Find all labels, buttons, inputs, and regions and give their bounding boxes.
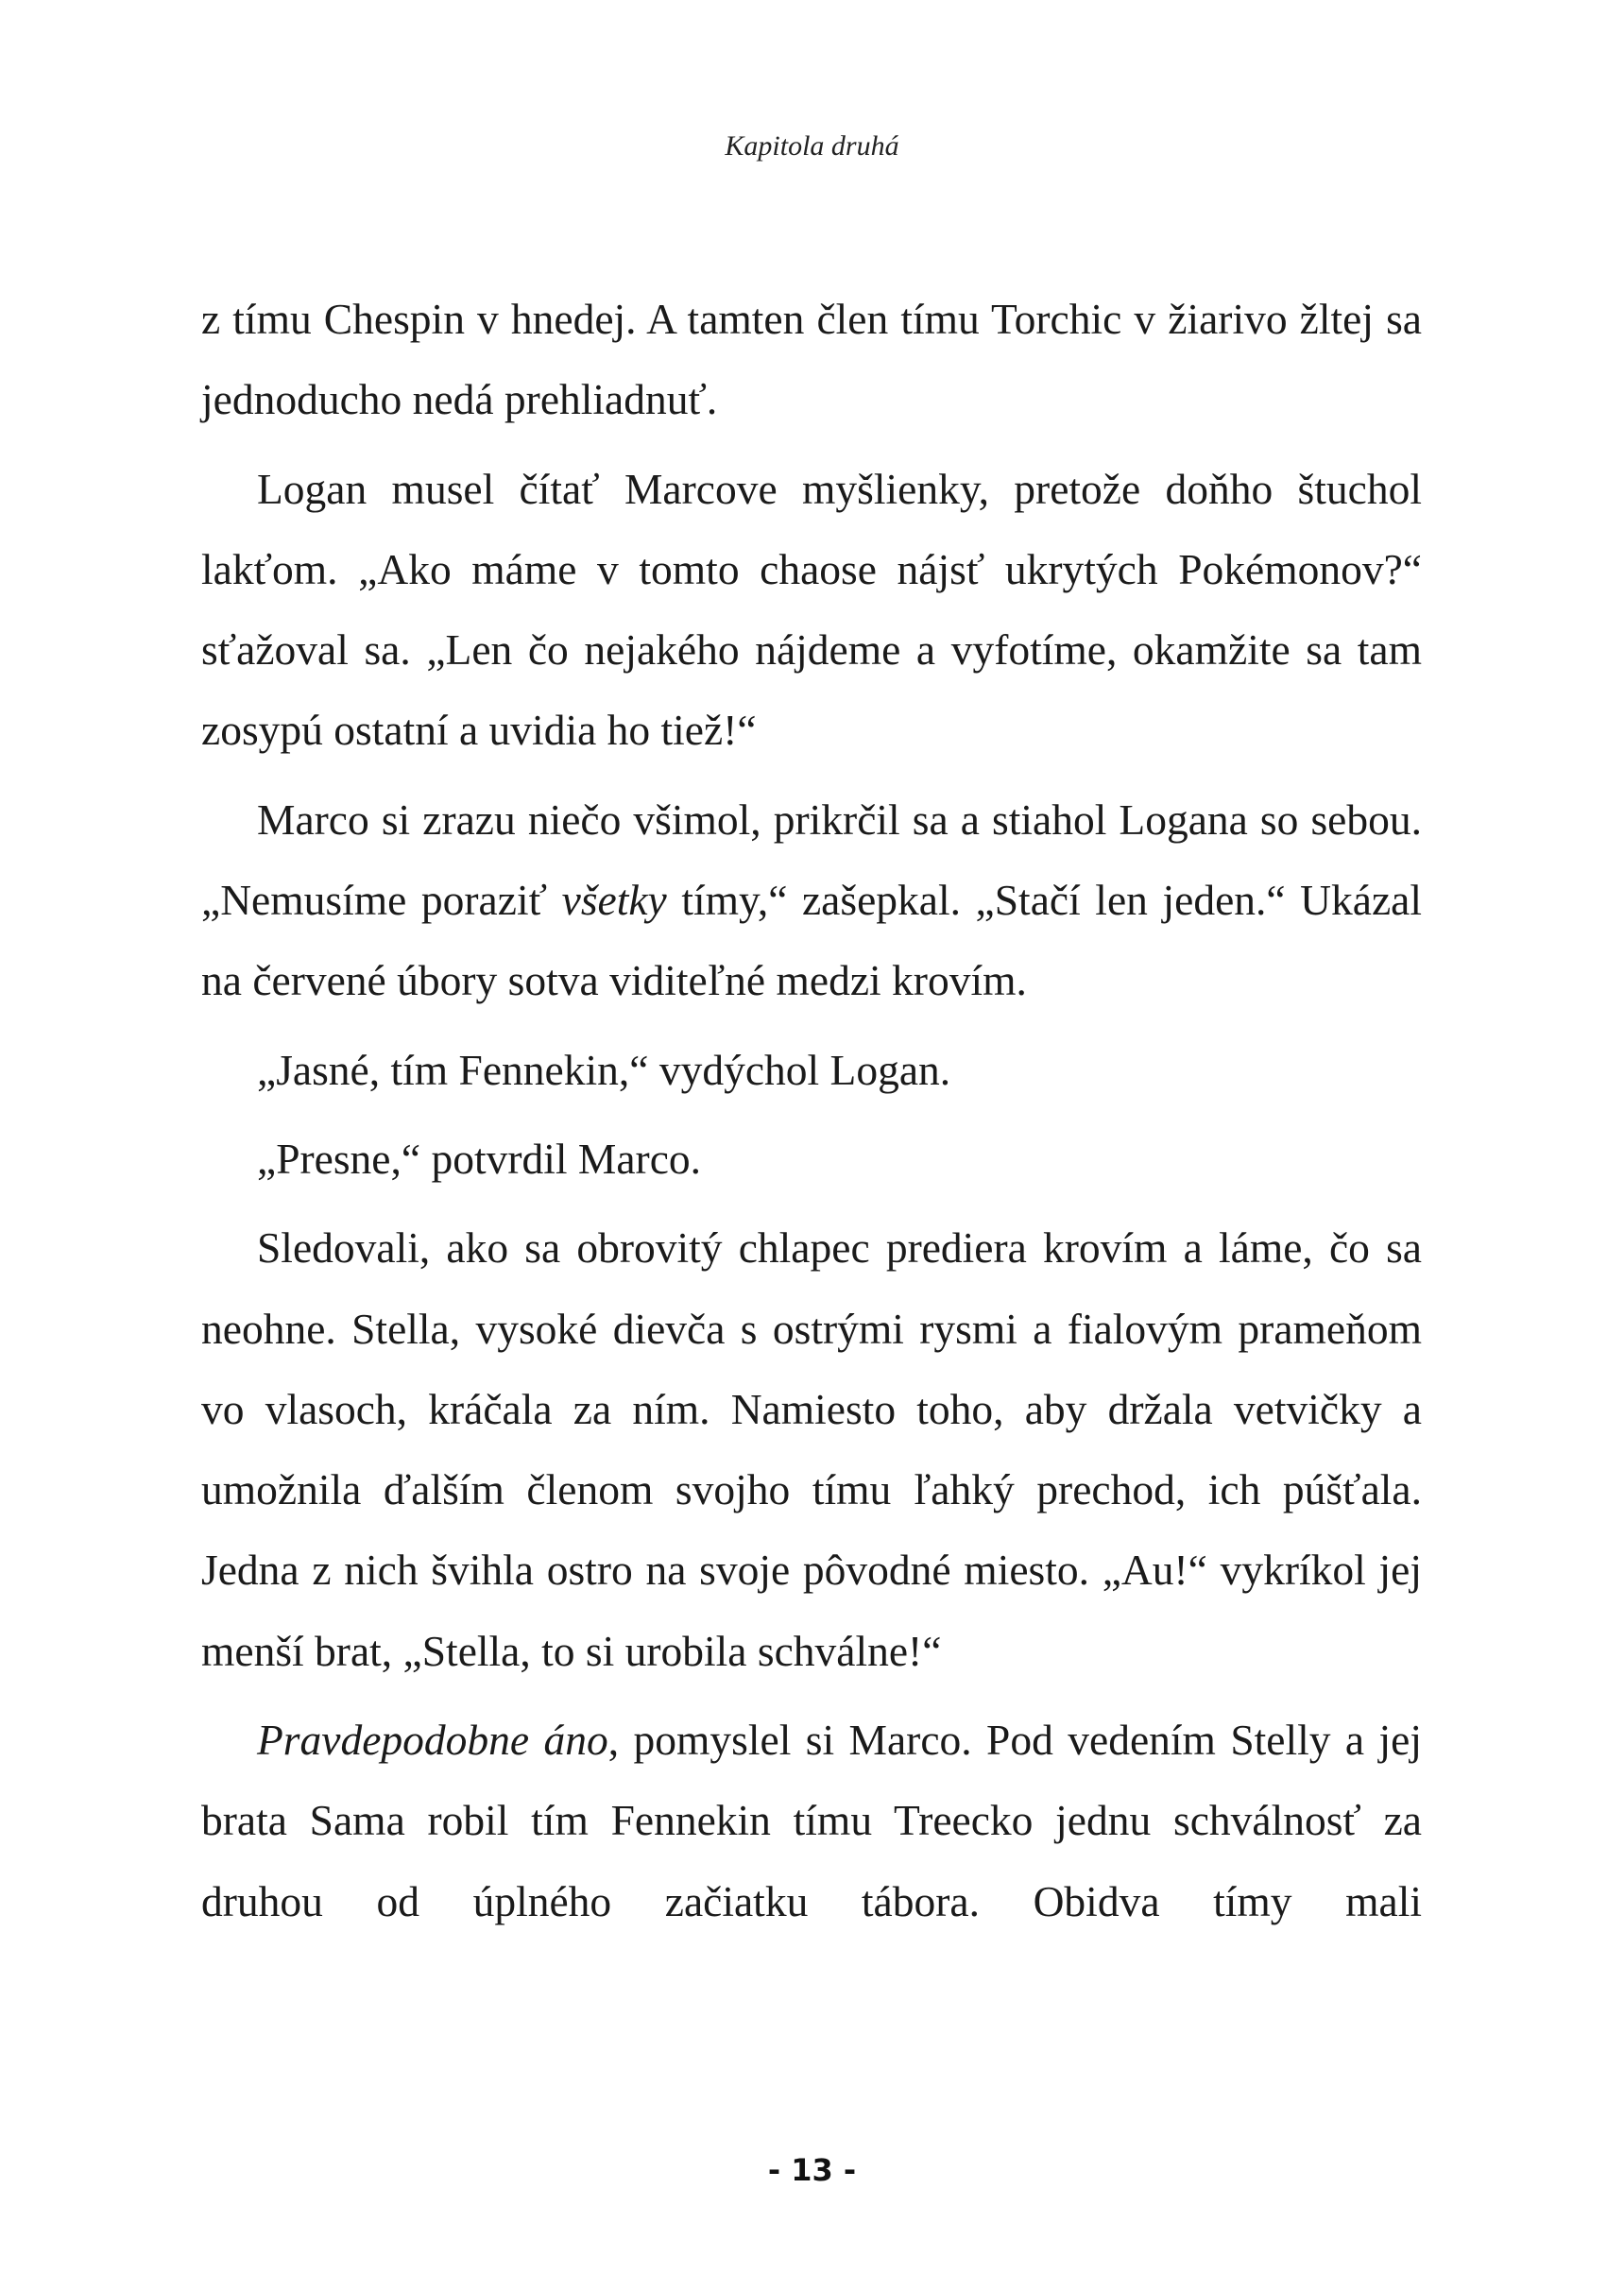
paragraph-7-emphasis: Pravdepodobne áno bbox=[257, 1716, 608, 1765]
paragraph-3-emphasis: všetky bbox=[561, 876, 667, 925]
paragraph-5: „Presne,“ potvrdil Marco. bbox=[257, 1134, 702, 1183]
paragraph-7-after: , pomyslel si Marco. Pod vedením Stelly a jej brata Sama robil tím Fennekin tímu Treecko jednu schválnosť za druhou od úplného začiatku tábora. Obidva tímy mali bbox=[201, 1716, 1422, 1925]
paragraph-6: Sledovali, ako sa obrovitý chlapec prediera krovím a láme, čo sa neohne. Stella, vysoké dievča s ostrými rysmi a fialovým prameňom vo vlasoch, kráčala za ním. Namiesto toho, aby držala vetvičky a umožnila ďalším členom svojho tímu ľahký prechod, ich púšťala. Jedna z nich švihla ostro na svoje pôvodné miesto. „Au!“ vykríkol jej menší brat, „Stella, to si urobila schválne!“ bbox=[201, 1223, 1422, 1675]
paragraph-3-after: tímy,“ zašepkal. „Stačí len jeden.“ Ukázal na červené úbory sotva viditeľné medzi krovím. bbox=[201, 876, 1422, 1005]
paragraph-3 bbox=[201, 779, 1422, 1021]
page-number: - 13 - bbox=[767, 2152, 857, 2188]
paragraph-3-before: Marco si zrazu niečo všimol, prikrčil sa a stiahol Logana so sebou. „Nemusíme poraziť bbox=[201, 795, 1422, 925]
paragraph-2: Logan musel čítať Marcove myšlienky, pretože doňho štuchol lakťom. „Ako máme v tomto chaose nájsť ukrytých Pokémonov?“ sťažoval sa. „Len čo nejakého nájdeme a vyfotíme, okamžite sa tam zosypú ostatní a uvidia ho tiež!“ bbox=[201, 464, 1422, 755]
paragraph-1: z tímu Chespin v hnedej. A tamten člen tímu Torchic v žiarivo žltej sa jednoducho nedá prehliadnuť. bbox=[201, 295, 1422, 424]
paragraph-4: „Jasné, tím Fennekin,“ vydýchol Logan. bbox=[257, 1045, 951, 1094]
body-text bbox=[201, 279, 1422, 1941]
paragraph-7 bbox=[201, 1700, 1422, 1941]
running-header: Kapitola druhá bbox=[725, 130, 899, 162]
